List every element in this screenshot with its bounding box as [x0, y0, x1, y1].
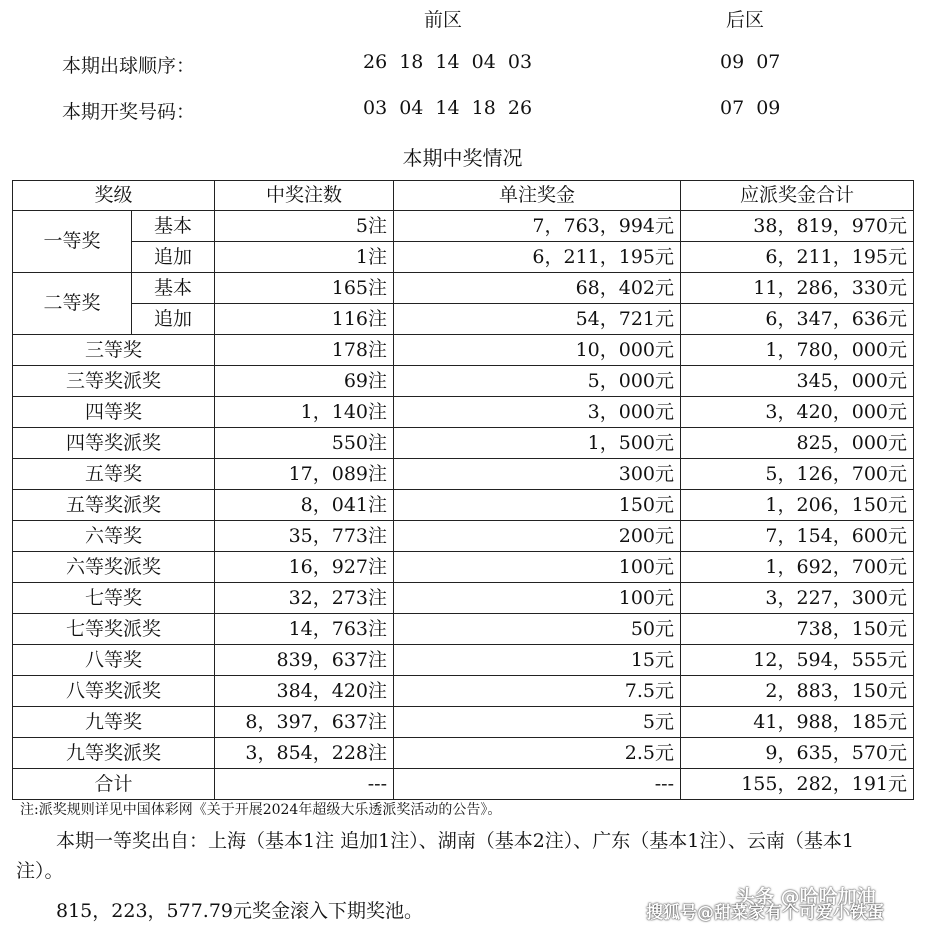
bet-type-cell: 基本: [132, 211, 215, 242]
count-cell: 178注: [215, 335, 394, 366]
total-cell: 6，347，636元: [681, 304, 914, 335]
level-cell: 九等奖: [13, 707, 215, 738]
prize-table-title: 本期中奖情况: [402, 146, 523, 170]
bet-type-cell: 基本: [132, 273, 215, 304]
count-cell: 165注: [215, 273, 394, 304]
table-row: [13, 459, 914, 490]
table-row: [13, 335, 914, 366]
total-cell: 11，286，330元: [681, 273, 914, 304]
table-row: [13, 583, 914, 614]
count-cell: 14，763注: [215, 614, 394, 645]
back-area-header: 后区: [726, 9, 765, 31]
total-cell: 738，150元: [681, 614, 914, 645]
count-cell: 116注: [215, 304, 394, 335]
count-cell: 3，854，228注: [215, 738, 394, 769]
prize-cell: 300元: [394, 459, 681, 490]
level-cell: 七等奖: [13, 583, 215, 614]
bet-type-cell: 追加: [132, 304, 215, 335]
prize-cell: 150元: [394, 490, 681, 521]
level-cell: 三等奖派奖: [13, 366, 215, 397]
sohu-watermark: 搜狐号@甜菜家有个可爱小铁蛋: [646, 903, 884, 923]
total-cell: 345，000元: [681, 366, 914, 397]
total-cell: 38，819，970元: [681, 211, 914, 242]
table-row: [13, 211, 914, 242]
count-cell: 1，140注: [215, 397, 394, 428]
header-count: 中奖注数: [215, 181, 394, 211]
table-row: [13, 521, 914, 552]
winning-numbers-label: 本期开奖号码：: [62, 101, 196, 123]
draw-order-label: 本期出球顺序：: [62, 55, 196, 77]
count-cell: 1注: [215, 242, 394, 273]
level-cell: 七等奖派奖: [13, 614, 215, 645]
level-cell: 一等奖: [13, 211, 132, 273]
prize-cell: 15元: [394, 645, 681, 676]
table-row: [13, 273, 914, 304]
level-cell: 合计: [13, 769, 215, 800]
level-cell: 三等奖: [13, 335, 215, 366]
prize-cell: 100元: [394, 583, 681, 614]
table-row: [13, 738, 914, 769]
total-cell: 1，780，000元: [681, 335, 914, 366]
total-row: [13, 769, 914, 800]
table-row: [13, 645, 914, 676]
jackpot-rollover-text: 815，223，577.79元奖金滚入下期奖池。: [56, 900, 424, 922]
total-cell: 3，227，300元: [681, 583, 914, 614]
prize-cell: 54，721元: [394, 304, 681, 335]
prize-cell: 2.5元: [394, 738, 681, 769]
level-cell: 八等奖派奖: [13, 676, 215, 707]
draw-order-back-numbers: 09 07: [720, 51, 781, 73]
count-cell: 35，773注: [215, 521, 394, 552]
table-row: [13, 366, 914, 397]
count-cell: ---: [215, 769, 394, 800]
prize-cell: ---: [394, 769, 681, 800]
table-row: [13, 490, 914, 521]
level-cell: 六等奖: [13, 521, 215, 552]
prize-cell: 1，500元: [394, 428, 681, 459]
total-cell: 9，635，570元: [681, 738, 914, 769]
prize-cell: 200元: [394, 521, 681, 552]
total-cell: 6，211，195元: [681, 242, 914, 273]
draw-order-front-numbers: 26 18 14 04 03: [363, 51, 533, 73]
count-cell: 17，089注: [215, 459, 394, 490]
level-cell: 九等奖派奖: [13, 738, 215, 769]
prize-cell: 100元: [394, 552, 681, 583]
footnote: 注:派奖规则详见中国体彩网《关于开展2024年超级大乐透派奖活动的公告》。: [20, 802, 502, 818]
count-cell: 32，273注: [215, 583, 394, 614]
count-cell: 8，397，637注: [215, 707, 394, 738]
level-cell: 六等奖派奖: [13, 552, 215, 583]
prize-cell: 3，000元: [394, 397, 681, 428]
prize-cell: 68，402元: [394, 273, 681, 304]
header-total: 应派奖金合计: [681, 181, 914, 211]
count-cell: 16，927注: [215, 552, 394, 583]
total-cell: 825，000元: [681, 428, 914, 459]
level-cell: 五等奖: [13, 459, 215, 490]
toutiao-watermark: 头条 @哈哈加油: [736, 886, 876, 908]
prize-cell: 50元: [394, 614, 681, 645]
total-cell: 3，420，000元: [681, 397, 914, 428]
front-area-header: 前区: [424, 9, 463, 31]
prize-cell: 5，000元: [394, 366, 681, 397]
table-row: [13, 707, 914, 738]
prize-cell: 10，000元: [394, 335, 681, 366]
header-level: 奖级: [13, 181, 215, 211]
level-cell: 四等奖: [13, 397, 215, 428]
count-cell: 8，041注: [215, 490, 394, 521]
prize-cell: 5元: [394, 707, 681, 738]
table-row: [13, 552, 914, 583]
total-cell: 1，206，150元: [681, 490, 914, 521]
count-cell: 384，420注: [215, 676, 394, 707]
bet-type-cell: 追加: [132, 242, 215, 273]
count-cell: 839，637注: [215, 645, 394, 676]
count-cell: 69注: [215, 366, 394, 397]
count-cell: 550注: [215, 428, 394, 459]
header-prize: 单注奖金: [394, 181, 681, 211]
level-cell: 八等奖: [13, 645, 215, 676]
level-cell: 四等奖派奖: [13, 428, 215, 459]
table-row: [13, 614, 914, 645]
total-cell: 2，883，150元: [681, 676, 914, 707]
total-cell: 1，692，700元: [681, 552, 914, 583]
table-header-row: [13, 181, 914, 211]
winning-front-numbers: 03 04 14 18 26: [363, 97, 533, 119]
winning-back-numbers: 07 09: [720, 97, 781, 119]
prize-table: [12, 180, 914, 800]
table-row: [13, 242, 914, 273]
table-row: [13, 428, 914, 459]
prize-cell: 6，211，195元: [394, 242, 681, 273]
total-cell: 155，282，191元: [681, 769, 914, 800]
prize-cell: 7.5元: [394, 676, 681, 707]
total-cell: 41，988，185元: [681, 707, 914, 738]
total-cell: 5，126，700元: [681, 459, 914, 490]
total-cell: 12，594，555元: [681, 645, 914, 676]
count-cell: 5注: [215, 211, 394, 242]
first-prize-origin-text: 本期一等奖出自：上海（基本1注 追加1注）、湖南（基本2注）、广东（基本1注）、云南（基本1注）。: [16, 830, 854, 882]
table-row: [13, 397, 914, 428]
table-row: [13, 676, 914, 707]
table-row: [13, 304, 914, 335]
level-cell: 二等奖: [13, 273, 132, 335]
prize-cell: 7，763，994元: [394, 211, 681, 242]
total-cell: 7，154，600元: [681, 521, 914, 552]
level-cell: 五等奖派奖: [13, 490, 215, 521]
